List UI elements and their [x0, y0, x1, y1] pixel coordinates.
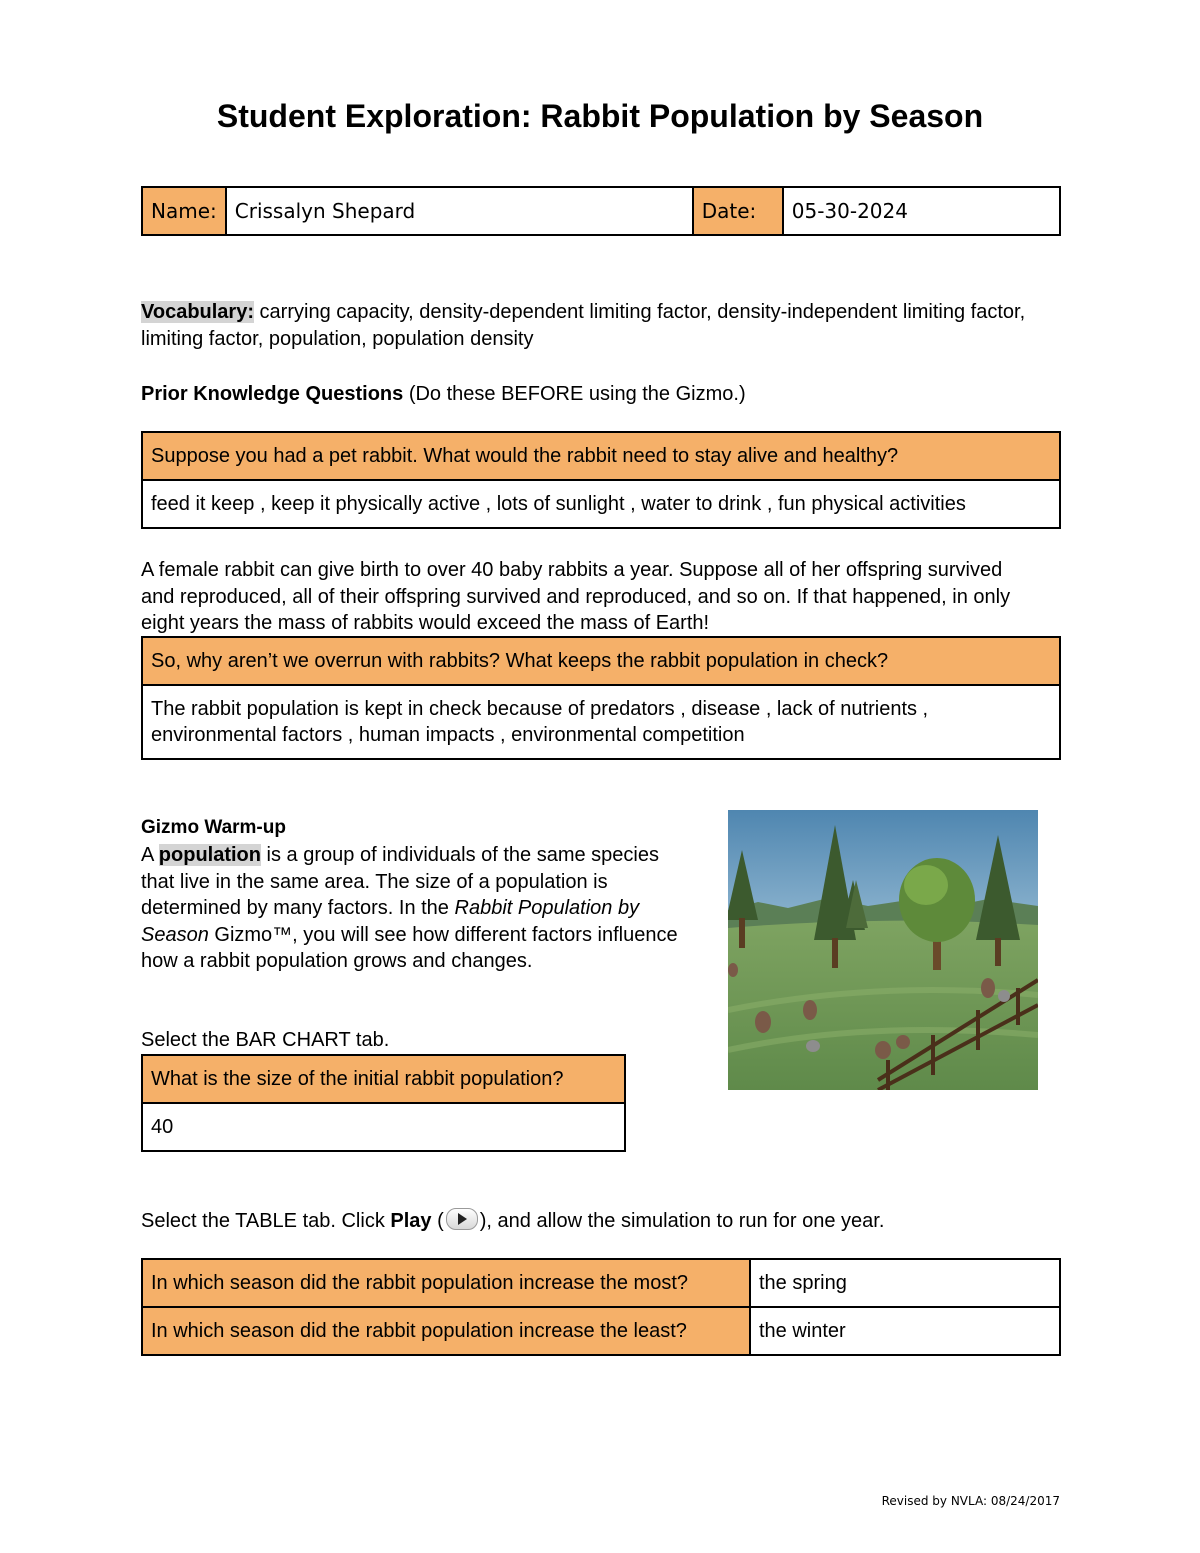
prior-knowledge-heading — [141, 381, 1061, 408]
season-question-1: In which season did the rabbit population increase the most? — [142, 1259, 750, 1307]
warmup-text-2: Gizmo™, you will see how different factors influence how a rabbit population grows and changes. — [141, 923, 678, 972]
rabbit-growth-paragraph: A female rabbit can give birth to over 40 baby rabbits a year. Suppose all of her offspring survived and reproduced, all of their offspring survived and reproduced, and so on. If that happened, in only eight years the mass of rabbits would exceed the mass of Earth! — [141, 559, 1011, 634]
rabbit-4 — [875, 1041, 891, 1059]
rabbit-3 — [806, 1040, 820, 1052]
pine-trunk-left — [739, 918, 745, 948]
rabbit-2 — [803, 1000, 817, 1020]
warmup-text-1: is a group of individuals of the same species that live in the same area. The size of a population is determined by many factors. In the — [141, 844, 659, 919]
rabbit-1 — [755, 1011, 771, 1033]
oak-canopy-highlight — [904, 865, 948, 905]
meadow — [728, 921, 1038, 1090]
answer-3[interactable]: 40 — [142, 1103, 625, 1151]
population-term: population — [158, 844, 261, 866]
season-answer-1[interactable]: the spring — [750, 1259, 1060, 1307]
season-table — [141, 1258, 1061, 1356]
rabbit-6 — [981, 978, 995, 998]
warmup-paragraph — [141, 842, 686, 975]
table-tab-instruction — [141, 1208, 1061, 1235]
question-2: So, why aren’t we overrun with rabbits? What keeps the rabbit population in check? — [142, 637, 1060, 685]
table-instruction-open: ( — [431, 1210, 444, 1232]
warmup-heading: Gizmo Warm-up — [141, 817, 286, 838]
rabbit-meadow-illustration — [728, 810, 1038, 1090]
name-label: Name: — [142, 187, 226, 235]
answer-1[interactable]: feed it keep , keep it physically active , lots of sunlight , water to drink , fun physical activities — [142, 480, 1060, 528]
play-label: Play — [390, 1210, 432, 1232]
pine-trunk-right — [995, 938, 1001, 966]
table-row — [142, 1307, 1060, 1355]
date-field[interactable]: 05-30-2024 — [783, 187, 1060, 235]
play-icon — [446, 1208, 478, 1230]
table-instruction-post: ), and allow the simulation to run for one year. — [479, 1210, 885, 1232]
vocabulary-terms: carrying capacity, density-dependent limiting factor, density-independent limiting factor, limiting factor, population, population density — [141, 301, 1026, 350]
question-table-1 — [141, 431, 1061, 529]
table-row — [142, 1259, 1060, 1307]
rabbit-5 — [896, 1035, 910, 1049]
rabbit-7 — [998, 990, 1010, 1002]
name-date-table — [141, 186, 1061, 236]
revision-footer: Revised by NVLA: 08/24/2017 — [881, 1494, 1060, 1508]
table-instruction-pre: Select the TABLE tab. Click — [141, 1210, 391, 1232]
vocabulary-paragraph — [141, 299, 1061, 352]
date-label: Date: — [693, 187, 783, 235]
warmup-text-a: A — [141, 844, 159, 866]
page-title: Student Exploration: Rabbit Population by Season — [216, 98, 984, 134]
prior-knowledge-title: Prior Knowledge Questions — [141, 383, 404, 405]
season-question-2: In which season did the rabbit population increase the least? — [142, 1307, 750, 1355]
answer-2[interactable]: The rabbit population is kept in check because of predators , disease , lack of nutrients , environmental factors , human impacts , environmental competition — [142, 685, 1060, 759]
gizmo-name: Rabbit Population by Season — [141, 897, 640, 946]
rabbit-8 — [728, 963, 738, 977]
name-field[interactable]: Crissalyn Shepard — [226, 187, 693, 235]
vocabulary-label: Vocabulary: — [141, 301, 254, 323]
prior-knowledge-note: (Do these BEFORE using the Gizmo.) — [403, 383, 746, 405]
season-answer-2[interactable]: the winter — [750, 1307, 1060, 1355]
question-3: What is the size of the initial rabbit population? — [142, 1055, 625, 1103]
question-1: Suppose you had a pet rabbit. What would the rabbit need to stay alive and healthy? — [142, 432, 1060, 480]
question-table-2 — [141, 636, 1061, 760]
bar-chart-instruction: Select the BAR CHART tab. — [141, 1029, 390, 1051]
question-table-3 — [141, 1054, 626, 1152]
pine-trunk-center — [832, 938, 838, 968]
